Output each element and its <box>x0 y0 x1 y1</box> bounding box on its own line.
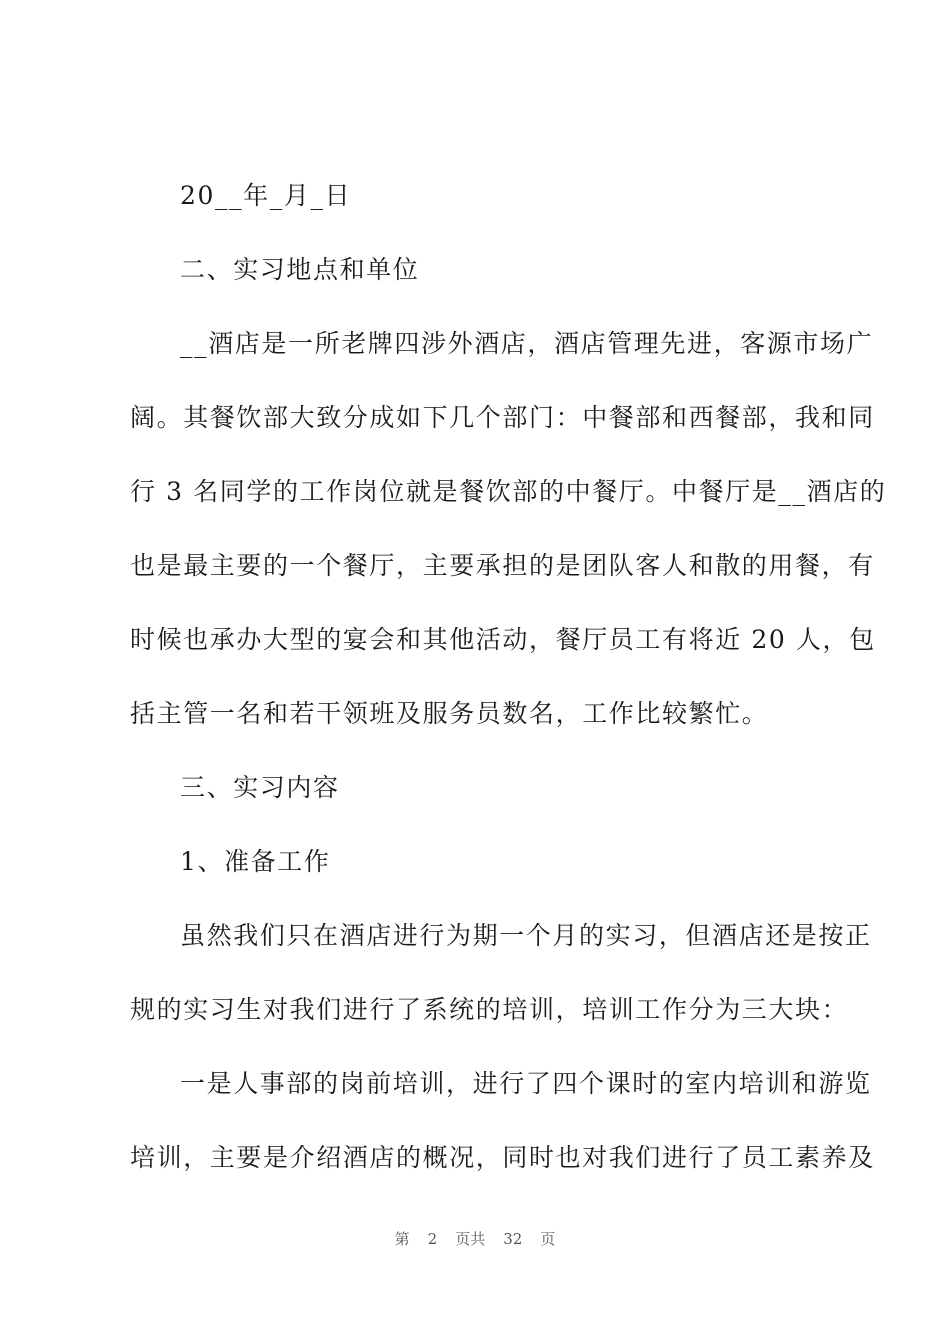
paragraph-line: 时候也承办大型的宴会和其他活动，餐厅员工有将近 20 人，包 <box>130 625 876 654</box>
paragraph-line: __酒店是一所老牌四涉外酒店，酒店管理先进，客源市场广 <box>180 329 874 358</box>
page-footer <box>0 1228 950 1249</box>
paragraph-line: 也是最主要的一个餐厅，主要承担的是团队客人和散的用餐，有 <box>130 551 875 580</box>
section-heading-location: 二、实习地点和单位 <box>180 255 420 284</box>
paragraph-line: 阔。其餐饮部大致分成如下几个部门：中餐部和西餐部，我和同 <box>130 403 875 432</box>
footer-suffix: 页 <box>540 1230 556 1248</box>
subsection-heading-preparation: 1、准备工作 <box>180 847 331 876</box>
paragraph-line: 规的实习生对我们进行了系统的培训，培训工作分为三大块： <box>130 995 849 1024</box>
paragraph-line: 行 3 名同学的工作岗位就是餐饮部的中餐厅。中餐厅是__酒店的 <box>130 477 887 506</box>
section-heading-content: 三、实习内容 <box>180 773 340 802</box>
current-page-number: 2 <box>427 1230 438 1248</box>
paragraph-line: 培训，主要是介绍酒店的概况，同时也对我们进行了员工素养及 <box>130 1143 875 1172</box>
paragraph-line: 括主管一名和若干领班及服务员数名，工作比较繁忙。 <box>130 699 769 728</box>
total-pages-number: 32 <box>503 1230 523 1248</box>
paragraph-line: 虽然我们只在酒店进行为期一个月的实习，但酒店还是按正 <box>180 921 872 950</box>
footer-mid: 页共 <box>455 1230 486 1248</box>
footer-prefix: 第 <box>394 1230 410 1248</box>
date-line: 20__年_月_日 <box>180 181 352 210</box>
paragraph-line: 一是人事部的岗前培训，进行了四个课时的室内培训和游览 <box>180 1069 872 1098</box>
